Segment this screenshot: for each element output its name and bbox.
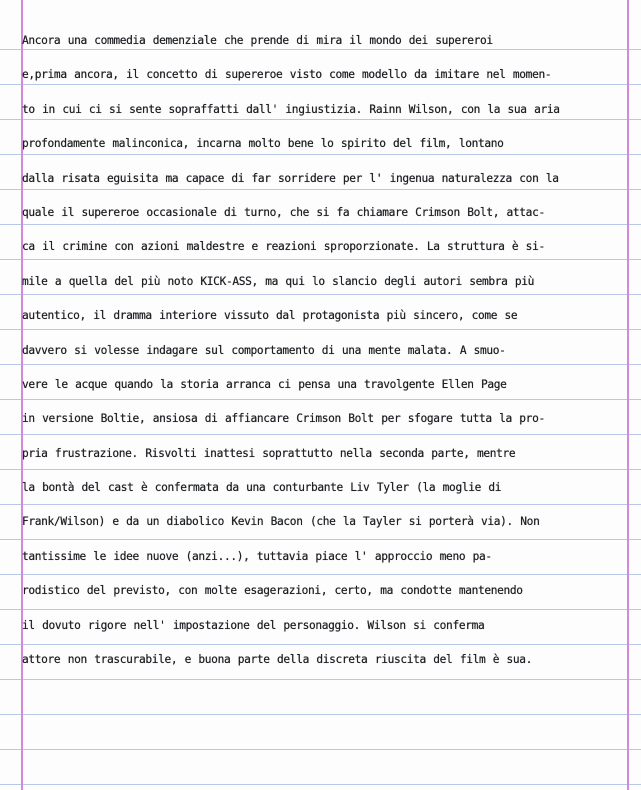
text-line: autentico, il dramma interiore vissuto dal protagonista più sincero, come se [22,309,518,323]
handwritten-review-text [22,24,628,677]
text-line: e,prima ancora, il concetto di supereroe visto come modello da imitare nel momen- [22,68,552,82]
text-line: pria frustrazione. Risvolti inattesi soprattutto nella seconda parte, mentre [22,446,516,460]
text-line: davvero si volesse indagare sul comportamento di una mente malata. A smuo- [22,343,506,357]
text-line: Ancora una commedia demenziale che prende di mira il mondo dei supereroi [22,34,493,47]
text-line: la bontà del cast è confermata da una conturbante Liv Tyler (la moglie di [22,481,502,495]
text-line: mile a quella del più noto KICK-ASS, ma qui lo slancio degli autori sembra più [22,274,535,288]
text-line: attore non trascurabile, e buona parte della discreta riuscita del film è sua. [22,653,533,667]
text-line: il dovuto rigore nell' impostazione del personaggio. Wilson si conferma [22,618,485,632]
text-line: in versione Boltie, ansiosa di affiancare Crimson Bolt per sfogare tutta la pro- [22,412,545,426]
text-line: rodistico del previsto, con molte esagerazioni, certo, ma condotte mantenendo [22,584,523,598]
text-line: vere le acque quando la storia arranca ci pensa una travolgente Ellen Page [22,377,507,391]
text-line: tantissime le idee nuove (anzi...), tuttavia piace l' approccio meno pa- [22,549,492,563]
text-line: quale il supereroe occasionale di turno, che si fa chiamare Crimson Bolt, attac- [22,205,545,219]
text-line: ca il crimine con azioni maldestre e reazioni sproporzionate. La struttura è si- [22,240,545,254]
text-line: to in cui ci si sente sopraffatti dall' ingiustizia. Rainn Wilson, con la sua aria [22,102,560,116]
text-line: profondamente malinconica, incarna molto bene lo spirito del film, lontano [22,137,504,151]
text-line: Frank/Wilson) e da un diabolico Kevin Bacon (che la Tayler si porterà via). Non [22,515,540,529]
text-line: dalla risata eguisita ma capace di far sorridere per l' ingenua naturalezza con la [22,171,559,185]
